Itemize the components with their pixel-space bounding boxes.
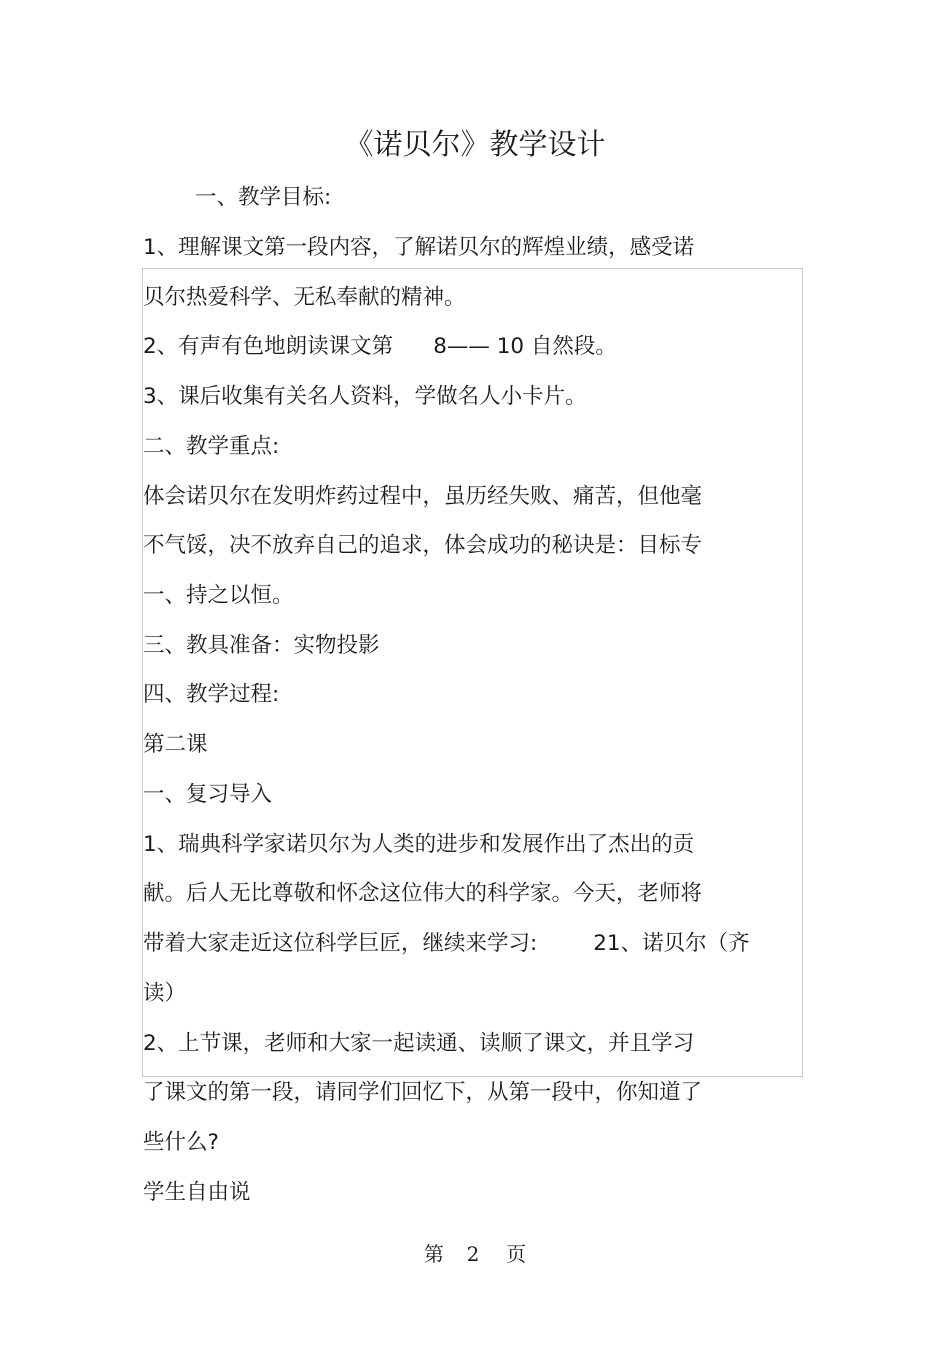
text-line: 贝尔热爱科学、无私奉献的精神。 xyxy=(143,285,466,310)
text-line: 一、持之以恒。 xyxy=(143,583,294,608)
text-line: 体会诺贝尔在发明炸药过程中，虽历经失败、痛苦，但他毫 xyxy=(143,484,703,509)
text-line: 1、理解课文第一段内容，了解诺贝尔的辉煌业绩，感受诺 xyxy=(143,235,695,260)
text-line xyxy=(143,926,750,957)
text-line: 不气馁，决不放弃自己的追求，体会成功的秘诀是：目标专 xyxy=(143,533,703,558)
text-line: 2、上节课，老师和大家一起读通、读顺了课文，并且学习 xyxy=(143,1031,695,1056)
subsection-heading: 一、复习导入 xyxy=(143,782,273,807)
text-line: 些什么? xyxy=(143,1130,219,1155)
document-title: 《诺贝尔》教学设计 xyxy=(344,127,606,161)
text-segment: 8—— 10 自然段。 xyxy=(433,334,617,359)
text-segment: 21、诺贝尔（齐 xyxy=(593,931,750,956)
text-line: 3、课后收集有关名人资料，学做名人小卡片。 xyxy=(143,384,587,409)
text-line xyxy=(143,329,617,360)
text-segment: 带着大家走近这位科学巨匠，继续来学习: xyxy=(143,931,538,956)
text-line: 读） xyxy=(143,981,187,1006)
text-segment: 2、有声有色地朗读课文第 xyxy=(143,334,394,359)
footer-prefix: 第 xyxy=(423,1242,444,1266)
section-heading-materials: 三、教具准备：实物投影 xyxy=(143,633,380,658)
section-heading-focus: 二、教学重点: xyxy=(143,434,280,459)
text-line: 了课文的第一段，请同学们回忆下，从第一段中，你知道了 xyxy=(143,1080,703,1105)
text-line: 献。后人无比尊敬和怀念这位伟大的科学家。今天，老师将 xyxy=(143,881,703,906)
page-footer xyxy=(0,1238,950,1267)
footer-suffix: 页 xyxy=(506,1242,527,1266)
page-number: 2 xyxy=(466,1242,480,1266)
text-line: 1、瑞典科学家诺贝尔为人类的进步和发展作出了杰出的贡 xyxy=(143,832,695,857)
lesson-label: 第二课 xyxy=(143,732,208,757)
section-heading-process: 四、教学过程: xyxy=(143,682,280,707)
text-line: 学生自由说 xyxy=(143,1180,251,1205)
section-heading-objectives: 一、教学目标: xyxy=(195,185,332,210)
